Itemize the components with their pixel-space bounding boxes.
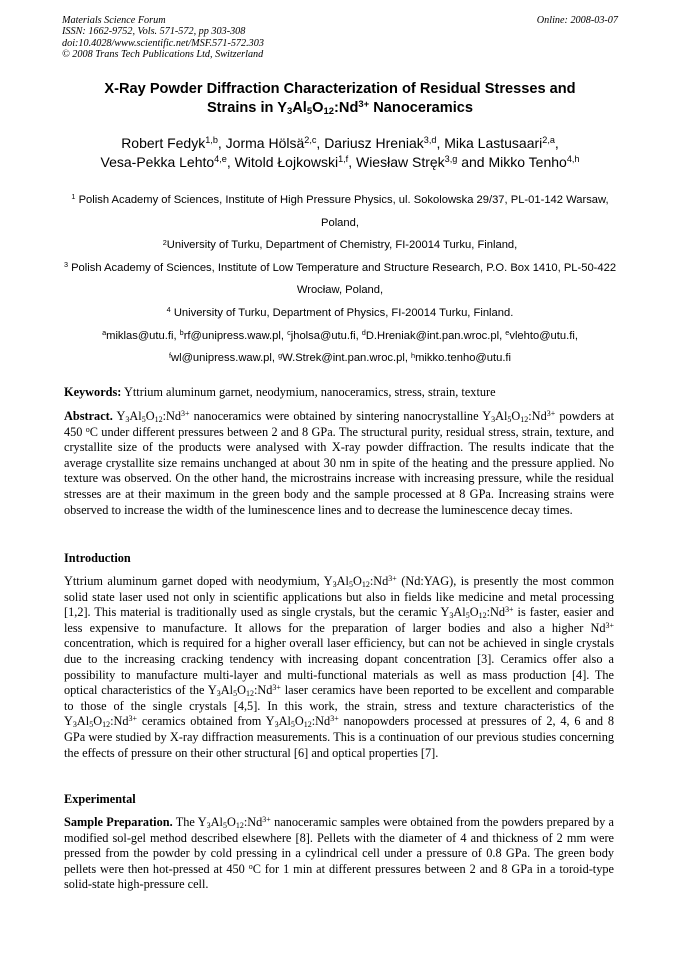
email-link[interactable]: $^b$rf@unipress.waw.pl xyxy=(179,327,281,342)
author: Jorma Hölsä$^{2,c}$ xyxy=(225,135,317,151)
section-heading-experimental: Experimental xyxy=(64,792,136,806)
affiliation: $^3$ Polish Academy of Sciences, Institute of Low Temperature and Structure Research, P.O. Box 1410, PL-50-422 Wrocław, Poland, xyxy=(63,260,617,297)
formula: $Y_3Al_5O_{12}:Nd^{3+}$ xyxy=(265,714,339,730)
email-list: $^a$miklas@utu.fi, $^b$rf@unipress.waw.pl, $^c$jholsa@utu.fi, $^d$D.Hreniak@int.pan.wroc.pl, $^e$vlehto@utu.fi, $^f$wl@unipress.waw.pl, $^g$W.Strek@int.pan.wroc.pl, $^h$mikko.tenho@utu.fi xyxy=(102,327,578,365)
affiliation: $^4$ University of Turku, Department of Physics, FI-20014 Turku, Finland. xyxy=(166,305,514,319)
affiliation-list xyxy=(62,189,618,370)
author: Dariusz Hreniak$^{3,d}$ xyxy=(324,135,437,151)
journal-header xyxy=(62,15,618,61)
doi-link[interactable]: doi:10.4028/www.scientific.net/MSF.571-572.303 xyxy=(62,37,264,49)
email-link[interactable]: $^d$D.Hreniak@int.pan.wroc.pl xyxy=(361,327,500,342)
formula: $Y_3Al_5O_{12}:Nd^{3+}$ xyxy=(323,574,397,589)
subsection-label: Sample Preparation. xyxy=(64,815,173,829)
formula: $Y_3Al_5O_{12}:Nd^{3+}$ xyxy=(64,714,138,730)
issn-line: ISSN: 1662-9752, Vols. 571-572, pp 303-308 xyxy=(62,26,246,38)
email-link[interactable]: $^c$jholsa@utu.fi xyxy=(287,327,356,342)
email-link[interactable]: $^h$mikko.tenho@utu.fi xyxy=(411,350,512,365)
affiliation: $^2$University of Turku, Department of Chemistry, FI-20014 Turku, Finland, xyxy=(162,237,518,252)
email-link[interactable]: $^e$vlehto@utu.fi xyxy=(505,327,575,342)
email-link[interactable]: $^a$miklas@utu.fi xyxy=(102,327,174,342)
introduction-paragraph: Yttrium aluminum garnet doped with neodymium, $Y_3Al_5O_{12}:Nd^{3+}$ (Nd:YAG), is presently the most common solid state laser used not only in scientific applications but also in fields like medicine and metal processing [1,2]. This material is traditionally used as single crystals, but the ceramic $Y_3Al_5O_{12}:Nd^{3+}$ is faster, easier and less expensive to manufacture. It allows for the preparation of larger bodies and also a higher $Nd^{3+}$ concentration, which is required for a higher overall laser efficiency, but can not be achieved in single crystals due to the increasing cracking tendency with increasing dopant concentration [3]. Ceramics offer also a possibility to manufacture multi-layer and multi-functional materials as well as mass production [4]. The optical characteristics of the $Y_3Al_5O_{12}:Nd^{3+}$ laser ceramics have been reported to be excellent and comparable to those of the single crystals [4,5]. In this work, the strain, stress and texture characteristics of the $Y_3Al_5O_{12}:Nd^{3+}$ ceramics obtained from $Y_3Al_5O_{12}:Nd^{3+}$ nanopowders processed at pressures of 2, 4, 6 and 8 GPa were studied by X-ray diffraction measurements. This is a continuation of our previous studies concerning the effects of pressure on their other structural [6] and optical properties [7]. xyxy=(64,574,615,760)
author: Wiesław Stręk$^{3,g}$ xyxy=(355,154,458,170)
author: Mika Lastusaari$^{2,a}$ xyxy=(444,135,555,151)
email-link[interactable]: $^f$wl@unipress.waw.pl xyxy=(168,350,272,365)
section-heading-introduction: Introduction xyxy=(64,551,131,565)
formula: $Y_3Al_5O_{12}:Nd^{3+}$ xyxy=(197,815,271,830)
author: Robert Fedyk$^{1,b}$ xyxy=(121,135,218,151)
online-date: Online: 2008-03-07 xyxy=(536,15,618,26)
formula: $Y_3Al_5O_{12}:Nd^{3+}$ xyxy=(207,683,281,699)
abstract-label: Abstract. xyxy=(64,409,113,423)
keywords: Keywords: Yttrium aluminum garnet, neodymium, nanoceramics, stress, strain, texture xyxy=(64,385,496,399)
author: Mikko Tenho$^{4,h}$ xyxy=(488,154,580,170)
formula: $Y_3Al_5O_{12}:Nd^{3+}$ xyxy=(116,409,190,424)
author: Vesa-Pekka Lehto$^{4,e}$ xyxy=(100,154,227,170)
formula: $Y_3Al_5O_{12}:Nd^{3+}$ xyxy=(440,605,514,621)
author-list: Robert Fedyk$^{1,b}$, Jorma Hölsä$^{2,c}$, Dariusz Hreniak$^{3,d}$, Mika Lastusaari$^{2,a}$, Vesa-Pekka Lehto$^{4,e}$, Witold Łojkowski$^{1,f}$, Wiesław Stręk$^{3,g}$ and Mikko Tenho$^{4,h}$ xyxy=(100,135,580,170)
affiliation: $^1$ Polish Academy of Sciences, Institute of High Pressure Physics, ul. Sokolowska 29/37, PL-01-142 Warsaw, Poland, xyxy=(71,192,609,229)
email-link[interactable]: $^g$W.Strek@int.pan.wroc.pl xyxy=(278,350,405,365)
abstract-paragraph: Abstract. $Y_3Al_5O_{12}:Nd^{3+}$ nanoceramics were obtained by sintering nanocrystalline $Y_3Al_5O_{12}:Nd^{3+}$ powders at 450 $^o$C under different pressures between 2 and 8 GPa. The structural purity, residual stress, strain, texture, and crystallite size of the products were analysed with X-ray powder diffraction. The results indicate that the average crystallite size remains unchanged at about 30 nm in spite of the heating and the pressure applied. No texture was observed. On the other hand, the microstrains increase with increasing pressure, while the residual stresses are at their maximum in the green body and the sample processed at 8 GPa. Increasing strains were observed to increase the width of the luminescence lines and to decrease the luminescence decay times. xyxy=(64,409,614,517)
author: Witold Łojkowski$^{1,f}$ xyxy=(234,154,349,170)
copyright-line: © 2008 Trans Tech Publications Ltd, Switzerland xyxy=(62,49,264,61)
journal-name: Materials Science Forum xyxy=(62,15,166,26)
experimental-paragraph: Sample Preparation. The $Y_3Al_5O_{12}:Nd^{3+}$ nanoceramic samples were obtained from the powders prepared by a modified sol-gel method described elsewhere [8]. Pellets with the diameter of 4 and thickness of 2 mm were pressed from the powder by cold pressing in a cylindrical cell under a pressure of 0.8 GPa. The green body pellets were then hot-pressed at 450 $^o$C for 1 min at different pressures between 2 and 8 GPa in a toroid-type solid-state high-pressure cell. xyxy=(64,815,614,892)
formula: $Y_3Al_5O_{12}:Nd^{3+}$ xyxy=(482,409,556,424)
paper-title: X-Ray Powder Diffraction Characterization of Residual Stresses and Strains in $Y_3Al_5O_{12}:Nd^{3+}$ Nanoceramics xyxy=(104,81,576,118)
